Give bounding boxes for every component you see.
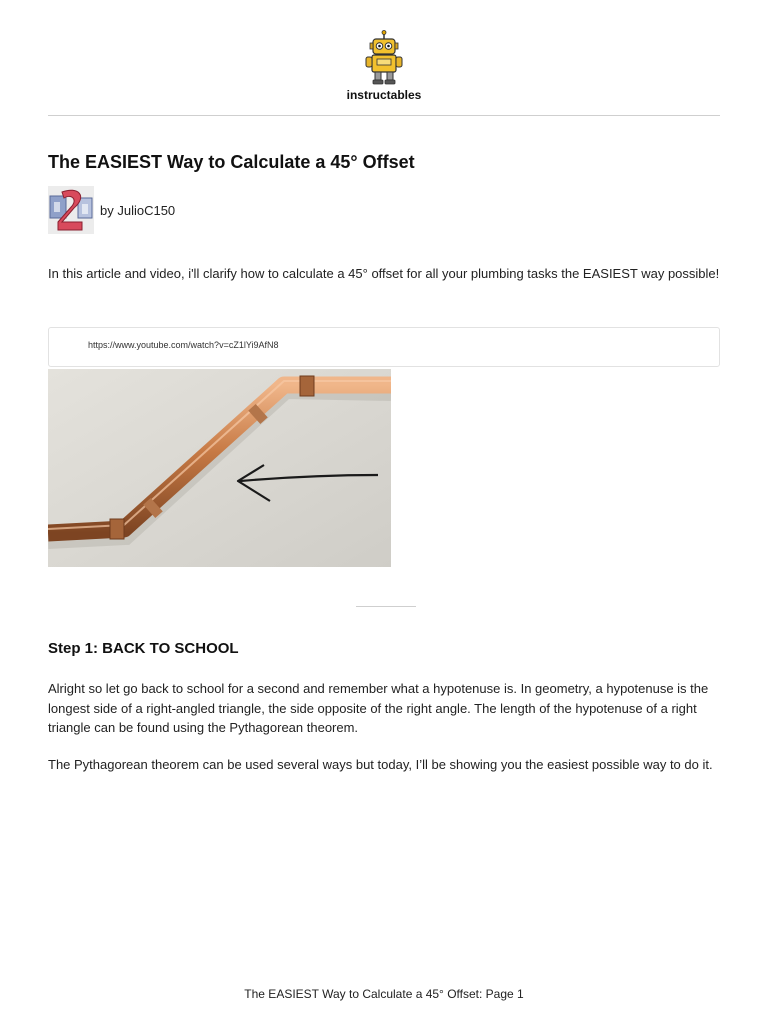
- step-1-paragraph-1: Alright so let go back to school for a second and remember what a hypotenuse is. In geometry, a hypotenuse is the longest side of a right-angled triangle, the side opposite of the right angle. The length of the hypotenuse of a right triangle can be found using the Pythagorean theorem.: [48, 681, 709, 735]
- brand-name[interactable]: instructables: [346, 88, 422, 102]
- step-1-title: Step 1: BACK TO SCHOOL: [48, 640, 239, 657]
- video-embed-box[interactable]: [48, 327, 720, 367]
- header-divider: [48, 115, 720, 116]
- article-title: The EASIEST Way to Calculate a 45° Offset: [48, 152, 415, 172]
- copper-pipe-offset-photo: [48, 369, 391, 567]
- robot-mascot-icon[interactable]: [360, 30, 408, 86]
- video-link[interactable]: https://www.youtube.com/watch?v=cZ1lYi9AfN8: [88, 340, 279, 350]
- c2l-avatar-icon[interactable]: [48, 186, 94, 234]
- step-1-paragraph-2: The Pythagorean theorem can be used several ways but today, I’ll be showing you the easiest possible way to do it.: [48, 757, 713, 772]
- author-byline[interactable]: by JulioC150: [100, 203, 176, 218]
- page-footer: The EASIEST Way to Calculate a 45° Offset: Page 1: [244, 987, 524, 1001]
- section-divider: [356, 606, 416, 607]
- intro-paragraph: In this article and video, i'll clarify how to calculate a 45° offset for all your plumbing tasks the EASIEST way possible!: [48, 266, 720, 281]
